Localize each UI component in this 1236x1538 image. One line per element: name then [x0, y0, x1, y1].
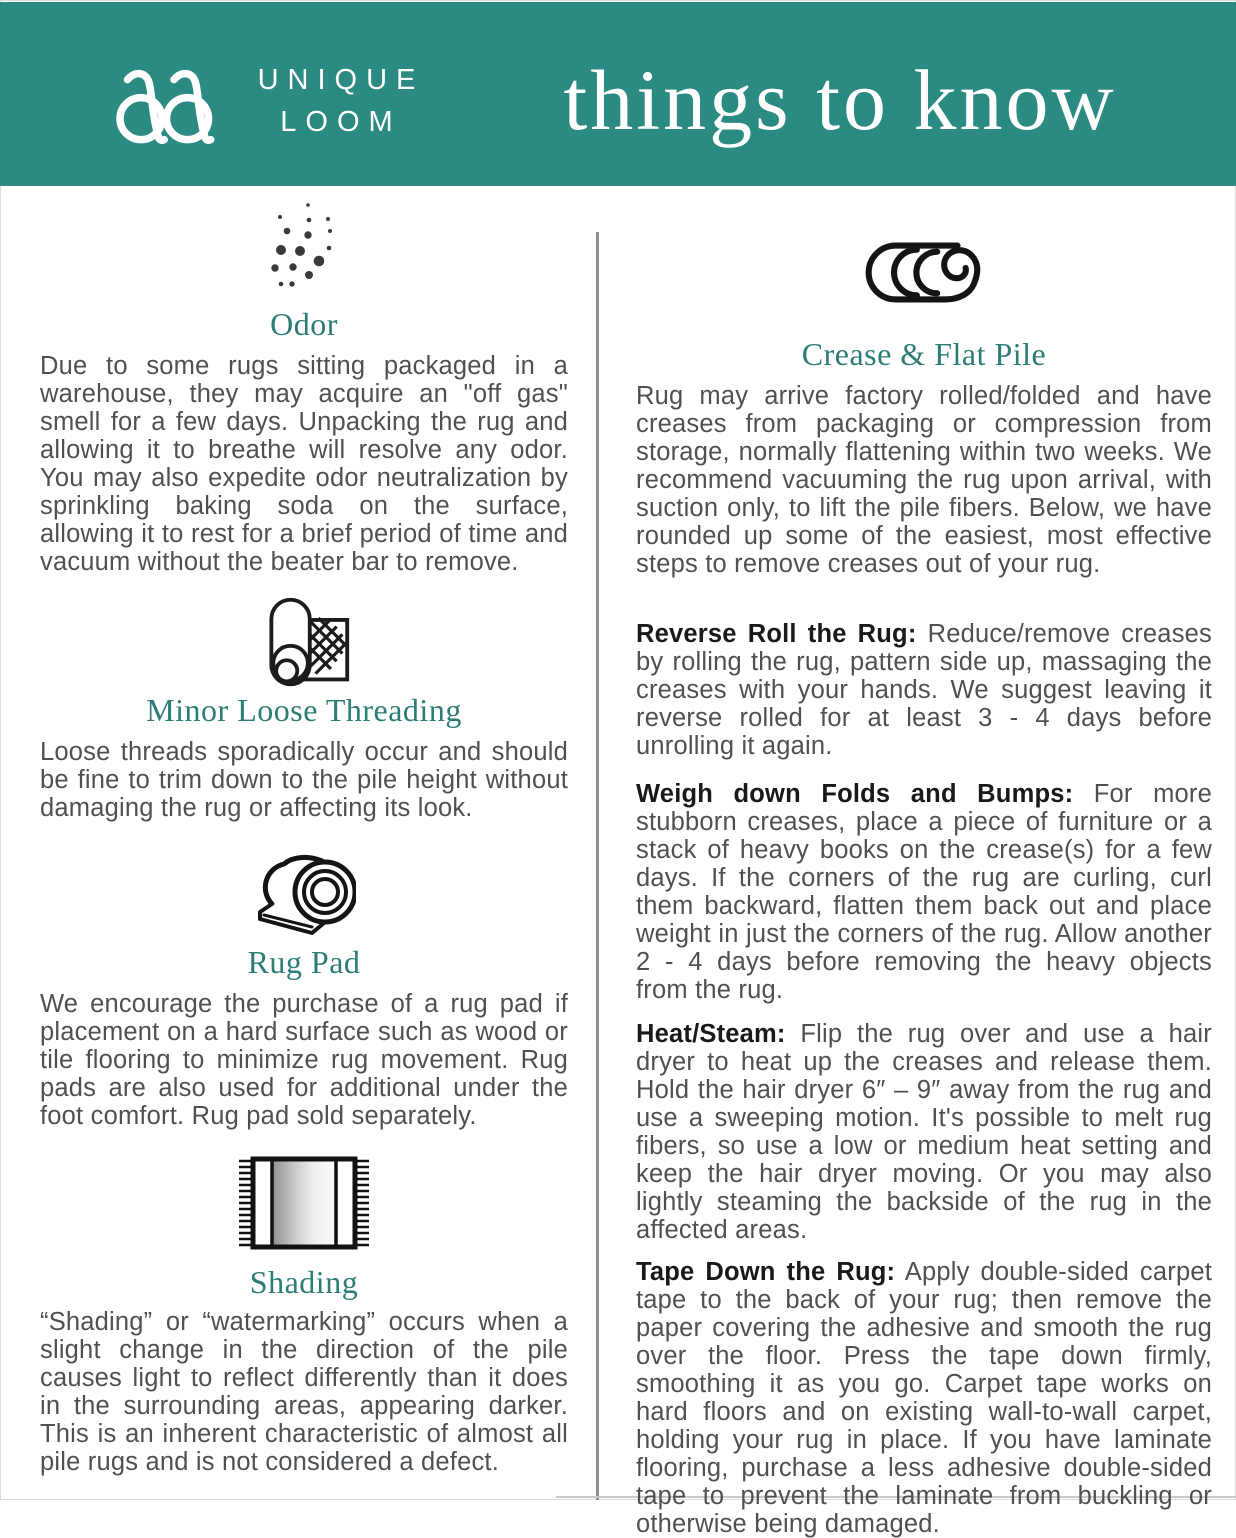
section-title-rug-pad: Rug Pad [247, 944, 361, 980]
tip-text: Apply double-sided carpet tape to the back of your rug; then remove the paper covering the adhesive and smooth the rug over the floor. Press the tape down firmly, smoothing it as you go. Carpet tape works on hard floors and on existing wall-to-wall carpet, holding your rug in place. If you have laminate flooring, purchase a less adhesive double-sided tape to prevent the laminate from buckling or otherwise being damaged. [636, 1258, 1212, 1538]
section-title-odor: Odor [270, 306, 338, 342]
tip-text: For more stubborn creases, place a piece of furniture or a stack of heavy books on the crease(s) for a few days. If the corners of the rug are curling, curl them backward, flatten them back out and place weight in just the corners of the rug. Allow another 2 - 4 days before removing the heavy objects from the rug. [636, 780, 1212, 1004]
section-title-threading: Minor Loose Threading [146, 692, 462, 728]
crease-intro: Rug may arrive factory rolled/folded and have creases from packaging or compression from storage, normally flattening within two weeks. We recommend vacuuming the rug upon arrival, with suction only, to lift the pile fibers. Below, we have rounded up some of the easiest, most effective steps to remove creases out of your rug. [636, 382, 1212, 578]
section-title-shading: Shading [249, 1264, 359, 1300]
brand-line-unique: UNIQUE [257, 64, 425, 96]
right-column [636, 0, 1212, 1538]
section-body-shading: “Shading” or “watermarking” occurs when a slight change in the direction of the pile causes light to reflect differently than it does in the surrounding areas, appearing darker. This is an inherent characteristic of almost all pile rugs and is not considered a defect. [40, 1308, 568, 1476]
tip-tape-down [636, 1258, 1212, 1538]
section-body-odor: Due to some rugs sitting packaged in a warehouse, they may acquire an "off gas" smell for a few days. Unpacking the rug and allowing it to breathe will resolve any odor. You may also expedite odor neutralization by sprinkling baking soda on the surface, allowing it to rest for a brief period of time and vacuum without the beater bar to remove. [40, 352, 568, 576]
column-divider [596, 232, 599, 1500]
tip-weigh-down [636, 780, 1212, 1004]
section-title-crease: Crease & Flat Pile [801, 336, 1047, 372]
tip-text: Flip the rug over and use a hair dryer to heat up the creases and release them. Hold the hair dryer 6″ – 9″ away from the rug and use a sweeping motion. It's possible to melt rug fibers, so use a low or medium heat setting and keep the hair dryer moving. Or you may also lightly steaming the backside of the rug in the affected areas. [636, 1020, 1212, 1244]
tip-label: Heat/Steam: [636, 1020, 786, 1048]
shaded-rug-icon [40, 1152, 568, 1254]
tip-text: Reduce/remove creases by rolling the rug, pattern side up, massaging the creases with your hands. We suggest leaving it reverse rolled for at least 3 - 4 days before unrolling it again. [636, 620, 1212, 760]
left-column [40, 0, 568, 1500]
brand-line-loom: LOOM [280, 106, 402, 138]
tip-label: Tape Down the Rug: [636, 1258, 896, 1286]
rolled-rug-corner-icon [40, 594, 568, 690]
tip-label: Reverse Roll the Rug: [636, 620, 917, 648]
rug-pad-roll-icon [40, 846, 568, 942]
tip-heat-steam [636, 1020, 1212, 1244]
page-title: things to know [563, 52, 1117, 148]
tip-reverse-roll [636, 620, 1212, 760]
tip-label: Weigh down Folds and Bumps: [636, 780, 1074, 808]
odor-particles-icon [40, 200, 568, 292]
section-body-threading: Loose threads sporadically occur and should be fine to trim down to the pile height without damaging the rug or affecting its look. [40, 738, 568, 822]
creased-rolled-rug-icon [636, 238, 1212, 306]
section-body-rug-pad: We encourage the purchase of a rug pad if placement on a hard surface such as wood or tile flooring to minimize rug movement. Rug pads are also used for additional under the foot comfort. Rug pad sold separately. [40, 990, 568, 1130]
